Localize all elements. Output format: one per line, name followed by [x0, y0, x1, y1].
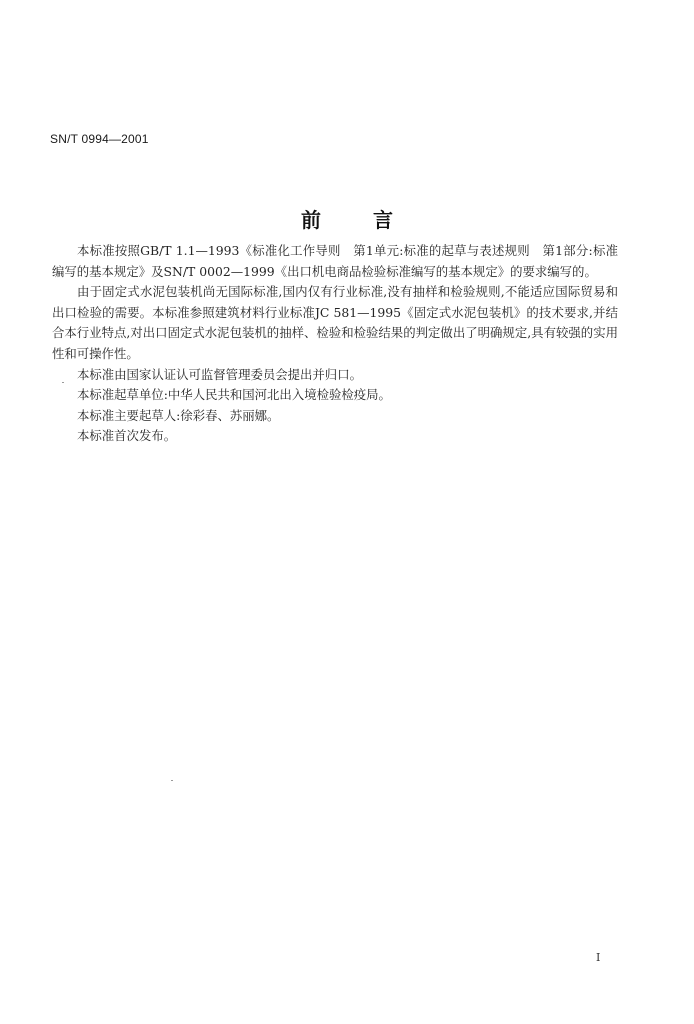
title-char-1: 前 [301, 208, 321, 232]
paragraph-first-release: 本标准首次发布。 [77, 428, 177, 444]
foreword-body [52, 241, 618, 447]
page-number: I [596, 951, 601, 964]
title-char-2: 言 [373, 208, 393, 232]
paragraph-drafting-basis: 本标准按照GB/T 1.1—1993《标准化工作导则 第1单元:标准的起草与表述规则 第1部分:标准编写的基本规定》及SN/T 0002—1999《出口机电商品检验标准编写的基本规定》的要求编写的。 [52, 243, 618, 279]
section-title [0, 204, 694, 233]
scan-speck [171, 780, 173, 781]
paragraph-drafting-unit: 本标准起草单位:中华人民共和国河北出入境检验检疫局。 [77, 387, 391, 403]
paragraph-proposer: 本标准由国家认证认可监督管理委员会提出并归口。 [77, 366, 362, 382]
scan-speck [62, 382, 64, 383]
standard-code: SN/T 0994—2001 [50, 132, 149, 146]
paragraph-drafters: 本标准主要起草人:徐彩春、苏丽娜。 [77, 407, 280, 423]
paragraph-background: 由于固定式水泥包装机尚无国际标准,国内仅有行业标准,没有抽样和检验规则,不能适应国际贸易和出口检验的需要。本标准参照建筑材料行业标准JC 581—1995《固定式水泥包装机》的技术要求,并结合本行业特点,对出口固定式水泥包装机的抽样、检验和检验结果的判定做出了明确规定,具有较强的实用性和可操作性。 [52, 284, 618, 361]
